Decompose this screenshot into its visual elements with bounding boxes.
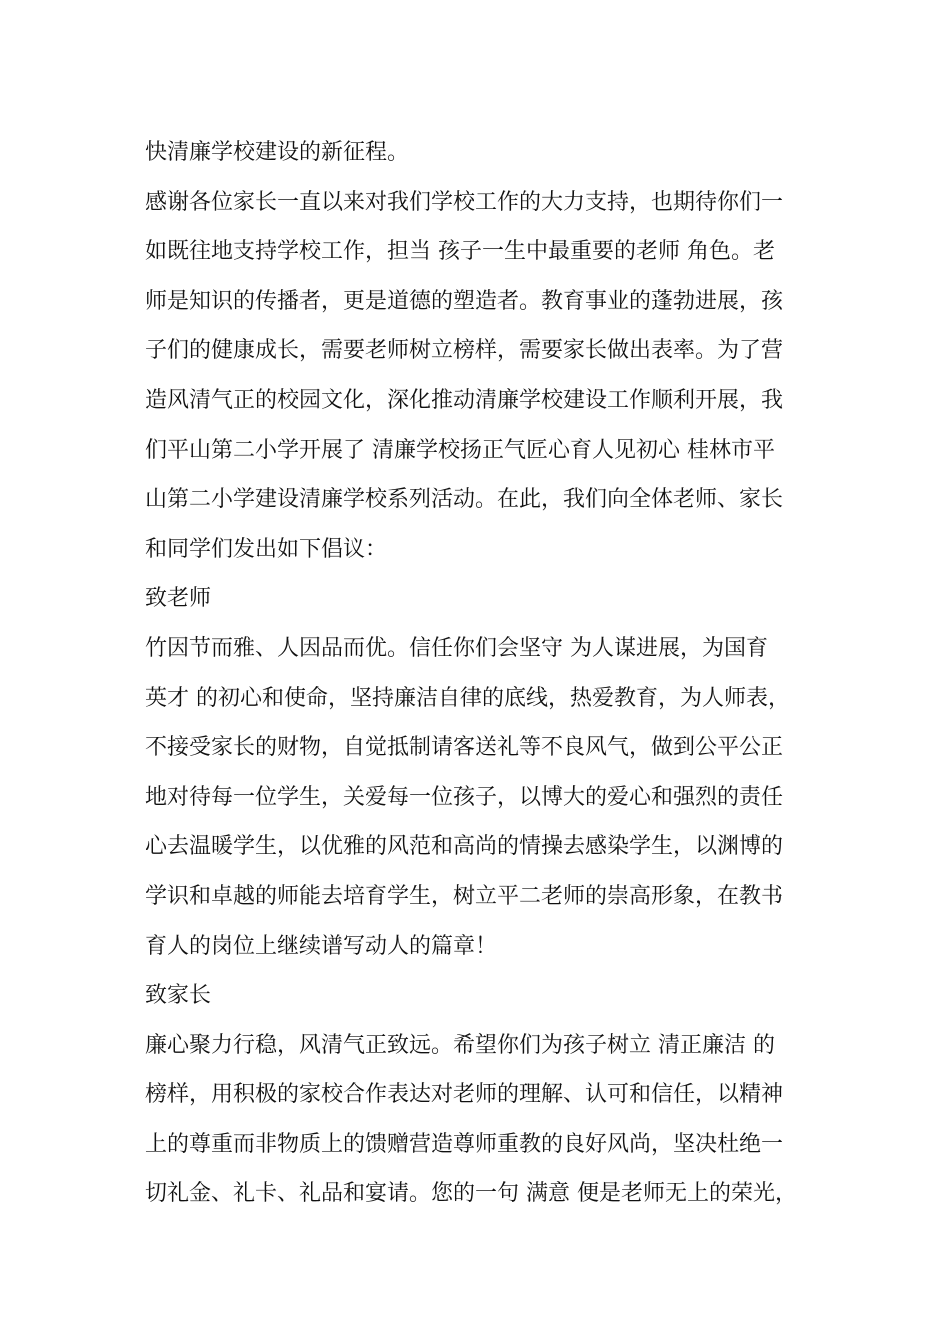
text-line: 育人的岗位上继续谱写动人的篇章！ — [145, 933, 498, 959]
section-heading-parents: 致家长 — [145, 983, 212, 1009]
text-line: 廉心聚力行稳，风清气正致远。希望你们为孩子树立 清正廉洁 的 — [145, 1032, 775, 1058]
text-line: 感谢各位家长一直以来对我们学校工作的大力支持，也期待你们一 — [145, 189, 784, 215]
text-line: 子们的健康成长，需要老师树立榜样，需要家长做出表率。为了营 — [145, 338, 784, 364]
text-line: 师是知识的传播者，更是道德的塑造者。教育事业的蓬勃进展，孩 — [145, 288, 784, 314]
text-line: 学识和卓越的师能去培育学生，树立平二老师的崇高形象，在教书 — [145, 883, 784, 909]
text-line: 山第二小学建设清廉学校系列活动。在此，我们向全体老师、家长 — [145, 487, 784, 513]
text-line: 榜样，用积极的家校合作表达对老师的理解、认可和信任，以精神 — [145, 1082, 784, 1108]
text-line: 如既往地支持学校工作，担当 孩子一生中最重要的老师 角色。老 — [145, 239, 775, 265]
text-line: 上的尊重而非物质上的馈赠营造尊师重教的良好风尚，坚决杜绝一 — [145, 1131, 784, 1157]
document-body — [145, 128, 825, 1219]
text-line: 竹因节而雅、人因品而优。信任你们会坚守 为人谋进展，为国育 — [145, 635, 768, 661]
text-line: 心去温暖学生，以优雅的风范和高尚的情操去感染学生，以渊博的 — [145, 834, 784, 860]
text-line: 们平山第二小学开展了 清廉学校扬正气匠心育人见初心 桂林市平 — [145, 437, 775, 463]
text-line: 切礼金、礼卡、礼品和宴请。您的一句 满意 便是老师无上的荣光， — [145, 1181, 797, 1207]
text-line: 地对待每一位学生，关爱每一位孩子，以博大的爱心和强烈的责任 — [145, 784, 784, 810]
text-line: 快清廉学校建设的新征程。 — [145, 140, 410, 165]
text-line: 和同学们发出如下倡议： — [145, 536, 388, 562]
text-line: 英才 的初心和使命，坚持廉洁自律的底线，热爱教育，为人师表， — [145, 685, 790, 711]
text-line: 不接受家长的财物，自觉抵制请客送礼等不良风气，做到公平公正 — [145, 735, 784, 761]
section-heading-teachers: 致老师 — [145, 586, 212, 612]
text-line: 造风清气正的校园文化，深化推动清廉学校建设工作顺利开展，我 — [145, 387, 784, 413]
